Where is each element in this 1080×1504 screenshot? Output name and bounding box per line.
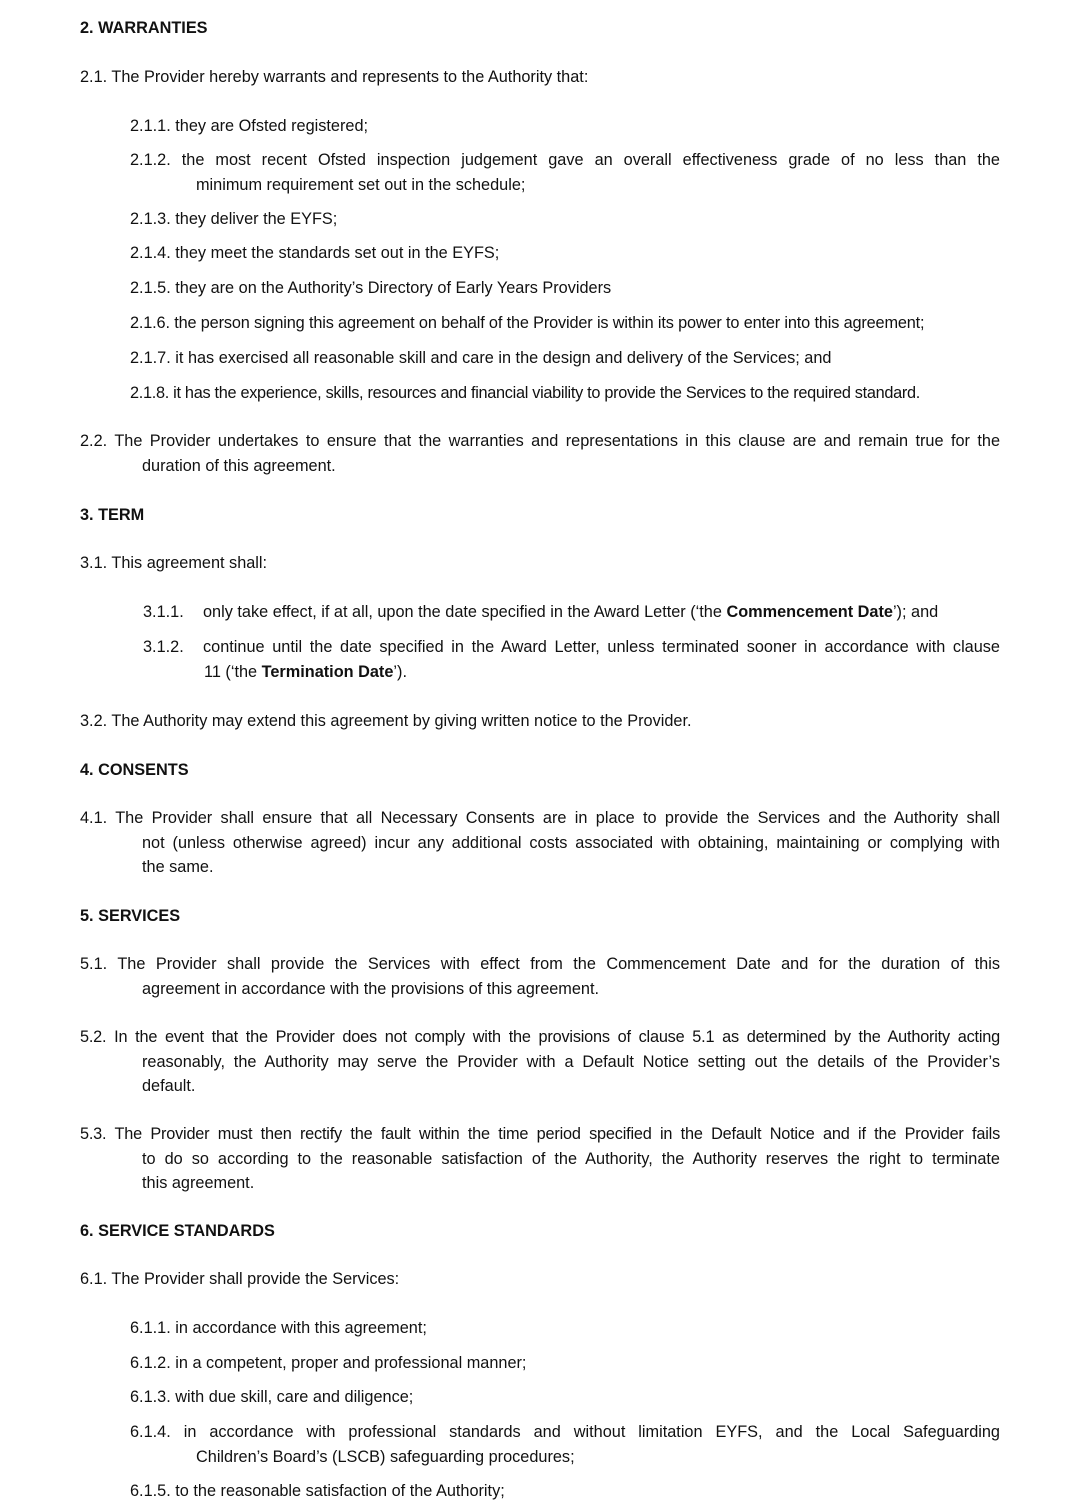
clause-5-1 bbox=[80, 952, 1000, 1001]
clause-text: The Provider shall provide the Services: bbox=[111, 1270, 400, 1288]
clause-text: they are on the Authority’s Directory of Early Years Providers bbox=[175, 279, 612, 297]
clause-5-2 bbox=[80, 1025, 1000, 1099]
clause-2-1-5 bbox=[130, 276, 1000, 301]
clause-number: 5.1. bbox=[80, 955, 108, 973]
section-6-heading: 6. SERVICE STANDARDS bbox=[80, 1222, 275, 1240]
clause-text: in accordance with professional standards and without limitation EYFS, and the Local Safeguarding bbox=[183, 1423, 1000, 1441]
defined-term: Termination Date bbox=[261, 662, 394, 681]
clause-6-1-2 bbox=[130, 1351, 1000, 1376]
clause-text-continued: agreement in accordance with the provisions of this agreement. bbox=[142, 979, 600, 998]
clause-text: In the event that the Provider does not comply with the provisions of clause 5.1 as determined by the Authority acting bbox=[114, 1028, 1000, 1046]
clause-text-end: ’); and bbox=[892, 603, 939, 621]
clause-number: 2.1.8. bbox=[130, 384, 169, 402]
clause-number: 2.1.2. bbox=[130, 151, 171, 169]
clause-text-end: ’). bbox=[393, 662, 407, 681]
defined-term: Commencement Date bbox=[726, 603, 893, 621]
clause-2-1-1 bbox=[130, 114, 1000, 139]
clause-6-1-1 bbox=[130, 1316, 1000, 1341]
clause-text: they deliver the EYFS; bbox=[175, 210, 338, 228]
section-4-heading: 4. CONSENTS bbox=[80, 761, 189, 779]
clause-number: 3.2. bbox=[80, 712, 108, 730]
clause-number: 6.1.3. bbox=[130, 1388, 171, 1406]
clause-6-1-4 bbox=[130, 1420, 1000, 1469]
clause-text: in accordance with this agreement; bbox=[175, 1319, 427, 1337]
clause-text: This agreement shall: bbox=[111, 554, 268, 572]
clause-text-continued: reasonably, the Authority may serve the Provider with a Default Notice setting out the details of the Provider’s bbox=[142, 1052, 1000, 1071]
clause-text: continue until the date specified in the Award Letter, unless terminated sooner in accordance with clause bbox=[203, 638, 1000, 656]
clause-3-1-1 bbox=[143, 600, 1000, 625]
clause-number: 2.2. bbox=[80, 432, 108, 450]
clause-text: they meet the standards set out in the EYFS; bbox=[175, 244, 500, 262]
clause-2-1 bbox=[80, 65, 1000, 90]
clause-text: they are Ofsted registered; bbox=[175, 117, 369, 135]
clause-text: The Provider shall ensure that all Necessary Consents are in place to provide the Services and the Authority shall bbox=[115, 809, 1000, 827]
clause-number: 5.3. bbox=[80, 1125, 107, 1143]
clause-2-1-3 bbox=[130, 207, 1000, 232]
section-3-heading: 3. TERM bbox=[80, 506, 145, 524]
clause-text: to the reasonable satisfaction of the Authority; bbox=[175, 1482, 505, 1500]
clause-text-continued: minimum requirement set out in the schedule; bbox=[196, 175, 526, 194]
clause-2-1-7 bbox=[130, 346, 1000, 371]
clause-number: 6.1.5. bbox=[130, 1482, 171, 1500]
clause-number: 6.1.2. bbox=[130, 1354, 171, 1372]
clause-text-continued: 11 (‘the bbox=[204, 662, 262, 681]
clause-number: 2.1.7. bbox=[130, 349, 171, 367]
clause-2-1-2 bbox=[130, 148, 1000, 197]
clause-number: 3.1. bbox=[80, 554, 108, 572]
clause-text: it has exercised all reasonable skill and care in the design and delivery of the Services; and bbox=[175, 349, 832, 367]
clause-2-2 bbox=[80, 429, 1000, 478]
clause-text: The Provider shall provide the Services with effect from the Commencement Date and for the duration of this bbox=[117, 955, 1000, 973]
clause-number: 4.1. bbox=[80, 809, 108, 827]
clause-number: 5.2. bbox=[80, 1028, 107, 1046]
clause-text: The Provider undertakes to ensure that the warranties and representations in this clause are and remain true for the bbox=[114, 432, 1001, 450]
clause-text: the person signing this agreement on behalf of the Provider is within its power to enter into this agreement; bbox=[174, 314, 925, 332]
clause-4-1 bbox=[80, 806, 1000, 880]
clause-5-3 bbox=[80, 1122, 1000, 1196]
clause-number: 6.1.4. bbox=[130, 1423, 171, 1441]
clause-text: with due skill, care and diligence; bbox=[175, 1388, 414, 1406]
clause-number: 2.1.6. bbox=[130, 314, 170, 332]
clause-text-continued: Children’s Board’s (LSCB) safeguarding procedures; bbox=[196, 1447, 575, 1466]
clause-text: the most recent Ofsted inspection judgement gave an overall effectiveness grade of no less than the bbox=[181, 151, 1000, 169]
clause-text: only take effect, if at all, upon the date specified in the Award Letter (‘the bbox=[203, 603, 727, 621]
clause-6-1 bbox=[80, 1267, 1000, 1292]
clause-text: The Authority may extend this agreement by giving written notice to the Provider. bbox=[111, 712, 692, 730]
clause-text: The Provider must then rectify the fault within the time period specified in the Default Notice and if the Provider fails bbox=[114, 1125, 1001, 1143]
clause-text-continued: to do so according to the reasonable satisfaction of the Authority, the Authority reserves the right to terminate bbox=[142, 1149, 1000, 1168]
clause-text-continued: default. bbox=[142, 1077, 196, 1095]
clause-2-1-6 bbox=[130, 311, 1000, 336]
clause-6-1-3 bbox=[130, 1385, 1000, 1410]
clause-number: 3.1.1. bbox=[143, 603, 184, 621]
section-2-heading: 2. WARRANTIES bbox=[80, 19, 208, 37]
clause-3-1 bbox=[80, 551, 1000, 576]
clause-text: The Provider hereby warrants and represents to the Authority that: bbox=[111, 68, 589, 86]
clause-number: 2.1.5. bbox=[130, 279, 171, 297]
clause-text-continued: duration of this agreement. bbox=[142, 456, 336, 475]
clause-3-1-2 bbox=[143, 635, 1000, 684]
clause-number: 6.1.1. bbox=[130, 1319, 171, 1337]
clause-number: 3.1.2. bbox=[143, 638, 184, 656]
clause-2-1-8 bbox=[130, 381, 1000, 406]
clause-text-continued: the same. bbox=[142, 858, 214, 876]
clause-number: 2.1. bbox=[80, 68, 108, 86]
clause-3-2 bbox=[80, 709, 1000, 734]
clause-6-1-5 bbox=[130, 1479, 1000, 1504]
clause-text-continued: not (unless otherwise agreed) incur any additional costs associated with obtaining, maintaining or complying with bbox=[142, 833, 1000, 852]
clause-number: 2.1.3. bbox=[130, 210, 171, 228]
clause-number: 6.1. bbox=[80, 1270, 108, 1288]
clause-text: it has the experience, skills, resources and financial viability to provide the Services to the required standard. bbox=[173, 384, 920, 402]
clause-text-continued: this agreement. bbox=[142, 1174, 255, 1192]
clause-number: 2.1.4. bbox=[130, 244, 171, 262]
clause-2-1-4 bbox=[130, 241, 1000, 266]
section-5-heading: 5. SERVICES bbox=[80, 907, 181, 925]
clause-number: 2.1.1. bbox=[130, 117, 171, 135]
clause-text: in a competent, proper and professional manner; bbox=[175, 1354, 527, 1372]
